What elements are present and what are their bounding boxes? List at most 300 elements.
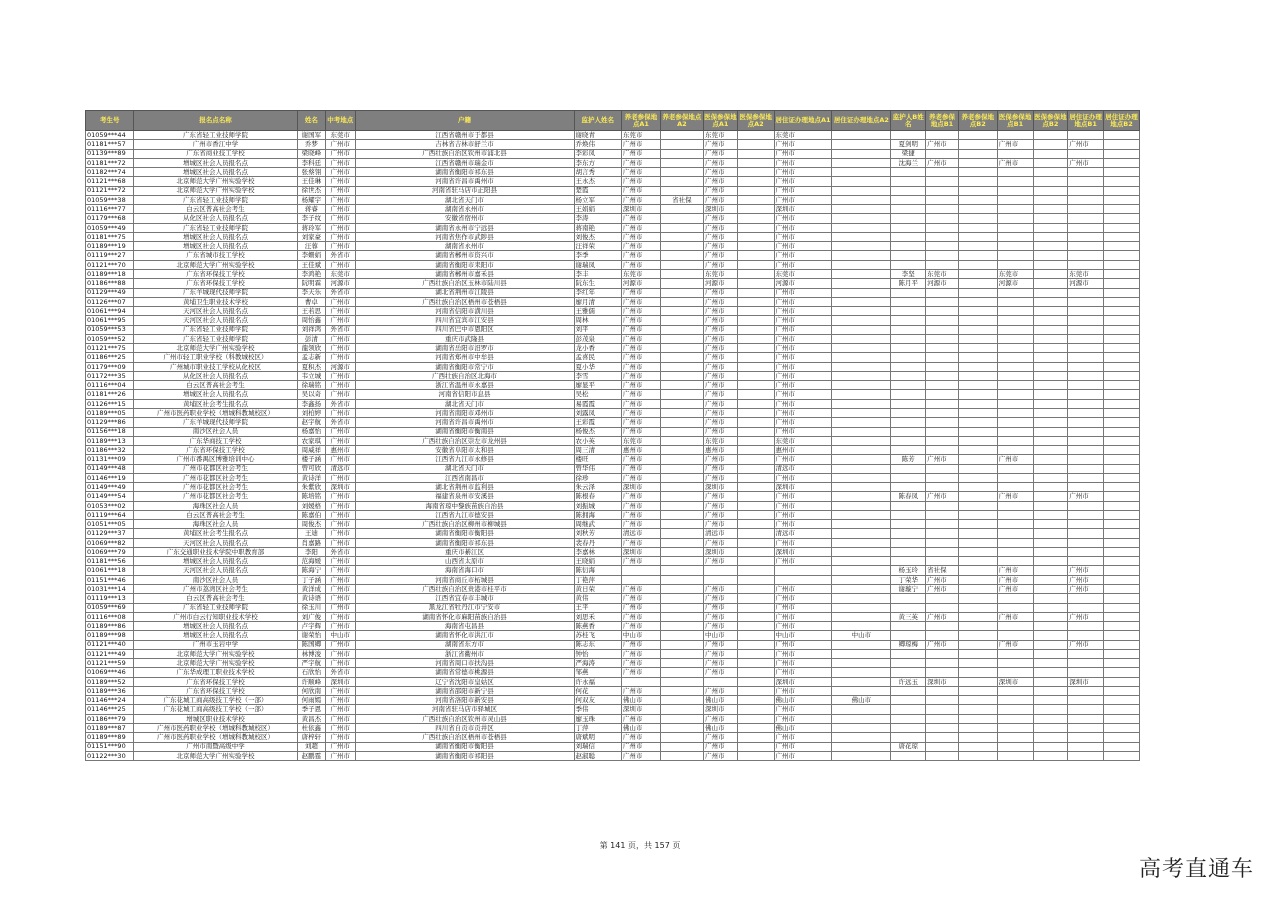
table-cell: [997, 131, 1033, 140]
table-cell: 广州市: [326, 149, 355, 158]
table-cell: [737, 177, 774, 186]
table-row: [86, 575, 1140, 584]
table-cell: [1068, 205, 1104, 214]
table-cell: [1104, 436, 1140, 445]
table-cell: [660, 529, 703, 538]
table-cell: [958, 677, 997, 686]
table-cell: [832, 464, 891, 473]
table-cell: 广州市: [621, 390, 660, 399]
table-cell: [660, 242, 703, 251]
table-header-row: [86, 111, 1140, 131]
table-cell: [1033, 668, 1068, 677]
table-cell: [926, 334, 959, 343]
table-cell: 01121***70: [86, 260, 134, 269]
table-row: [86, 464, 1140, 473]
table-cell: [926, 316, 959, 325]
table-cell: 广州市: [326, 232, 355, 241]
table-cell: 北京师范大学广州实验学校: [134, 186, 297, 195]
table-cell: 肖嘉路: [297, 538, 325, 547]
table-cell: 山西省太原市: [355, 557, 574, 566]
table-cell: [737, 399, 774, 408]
table-cell: 广西壮族自治区玉林市陆川县: [355, 279, 574, 288]
table-cell: [891, 362, 926, 371]
table-cell: [926, 353, 959, 362]
table-cell: 01181***72: [86, 158, 134, 167]
table-cell: 01059***44: [86, 131, 134, 140]
table-cell: [926, 594, 959, 603]
table-cell: 广州市: [704, 733, 738, 742]
table-row: [86, 724, 1140, 733]
table-cell: [958, 686, 997, 695]
table-cell: 广州市: [704, 585, 738, 594]
table-cell: 湖北省荆州市江陵县: [355, 288, 574, 297]
table-cell: [660, 149, 703, 158]
table-cell: [832, 158, 891, 167]
table-cell: [997, 705, 1033, 714]
table-cell: 广州市: [621, 371, 660, 380]
table-cell: 杨俊杰: [574, 427, 621, 436]
table-cell: 广州市: [621, 501, 660, 510]
table-cell: 01149***49: [86, 483, 134, 492]
table-cell: 广州市: [326, 751, 355, 760]
table-cell: 湖南省衡阳市衡阳县: [355, 529, 574, 538]
table-cell: 广州市: [704, 371, 738, 380]
table-cell: 东莞市: [1068, 269, 1104, 278]
table-cell: [1104, 659, 1140, 668]
table-cell: 广州市香江中学: [134, 140, 297, 149]
table-cell: 中山市: [704, 631, 738, 640]
table-cell: [997, 473, 1033, 482]
table-cell: [832, 297, 891, 306]
table-cell: 易霞霞: [574, 399, 621, 408]
table-cell: 周怡鑫: [297, 316, 325, 325]
table-cell: 辽宁省沈阳市皇姑区: [355, 677, 574, 686]
table-cell: [737, 131, 774, 140]
table-cell: 广东省商业技工学校: [134, 149, 297, 158]
table-cell: 广州市: [926, 640, 959, 649]
table-cell: 广州市: [774, 585, 832, 594]
table-cell: [660, 205, 703, 214]
table-cell: 湖南省东方市: [355, 640, 574, 649]
table-cell: 白云区普高社会考生: [134, 594, 297, 603]
table-cell: [1104, 177, 1140, 186]
table-cell: 王晓娟: [574, 557, 621, 566]
table-cell: 01156***18: [86, 427, 134, 436]
table-cell: 广州市花都区社会考生: [134, 492, 297, 501]
table-cell: 孟志新: [297, 353, 325, 362]
table-cell: [1104, 390, 1140, 399]
table-cell: [1104, 279, 1140, 288]
table-cell: 广州市: [326, 724, 355, 733]
table-cell: 唐斌明: [574, 733, 621, 742]
table-cell: [1104, 149, 1140, 158]
table-cell: 01031***14: [86, 585, 134, 594]
table-cell: 广州市: [326, 696, 355, 705]
table-cell: [891, 436, 926, 445]
table-cell: [1068, 446, 1104, 455]
table-cell: [958, 214, 997, 223]
table-cell: 广州市医药职业学校（增城科教城校区）: [134, 724, 297, 733]
table-cell: 外省市: [326, 547, 355, 556]
table-cell: [926, 529, 959, 538]
table-cell: [660, 705, 703, 714]
table-cell: [958, 733, 997, 742]
table-cell: 深圳市: [1068, 677, 1104, 686]
table-cell: 东莞市: [621, 436, 660, 445]
table-cell: [1068, 714, 1104, 723]
table-cell: 王雅儒: [574, 307, 621, 316]
table-cell: [1033, 547, 1068, 556]
table-cell: 广州市: [704, 186, 738, 195]
table-cell: 广西壮族自治区崇左市龙州县: [355, 436, 574, 445]
table-cell: 河南省信阳市潢川县: [355, 307, 574, 316]
table-cell: [1033, 585, 1068, 594]
table-cell: 广州市: [997, 158, 1033, 167]
table-cell: 河南省驻马店市驿城区: [355, 705, 574, 714]
table-cell: [1068, 418, 1104, 427]
table-cell: [891, 260, 926, 269]
table-cell: 广州市: [774, 325, 832, 334]
table-row: [86, 186, 1140, 195]
table-cell: [832, 362, 891, 371]
table-cell: 01069***82: [86, 538, 134, 547]
table-cell: 增城区社会人员报名点: [134, 232, 297, 241]
table-cell: [832, 659, 891, 668]
table-cell: 白云区普高社会考生: [134, 381, 297, 390]
table-cell: [660, 649, 703, 658]
table-cell: 广州市: [704, 742, 738, 751]
table-cell: 广州市: [704, 232, 738, 241]
table-cell: 广州市: [621, 381, 660, 390]
table-cell: [1104, 649, 1140, 658]
table-cell: 唐梓轩: [297, 733, 325, 742]
table-cell: [832, 649, 891, 658]
table-cell: 王迪: [297, 529, 325, 538]
table-cell: 湖南省衡阳市祁阳县: [355, 751, 574, 760]
table-cell: [737, 186, 774, 195]
table-cell: [891, 390, 926, 399]
table-cell: [997, 714, 1033, 723]
table-cell: 01061***94: [86, 307, 134, 316]
table-cell: [891, 131, 926, 140]
table-cell: [926, 547, 959, 556]
table-cell: [737, 547, 774, 556]
table-cell: 广东省轻工业技师学院: [134, 131, 297, 140]
table-cell: 河源市: [326, 362, 355, 371]
table-row: [86, 399, 1140, 408]
table-cell: 广州市: [704, 510, 738, 519]
table-cell: [1033, 733, 1068, 742]
table-cell: [832, 205, 891, 214]
table-cell: 深圳市: [704, 547, 738, 556]
table-cell: [737, 705, 774, 714]
table-cell: 广州市: [704, 492, 738, 501]
table-cell: 广州市: [326, 520, 355, 529]
table-cell: 01139***89: [86, 149, 134, 158]
table-cell: 广州市: [326, 455, 355, 464]
table-cell: 陈春凤: [891, 492, 926, 501]
table-cell: [737, 585, 774, 594]
table-cell: 刘广俊: [297, 612, 325, 621]
table-cell: 广州市: [326, 649, 355, 658]
table-cell: [1068, 529, 1104, 538]
table-cell: 蒋南艳: [574, 223, 621, 232]
table-cell: 蒋睿: [297, 205, 325, 214]
table-cell: [832, 686, 891, 695]
table-cell: 湖南省怀化市洪江市: [355, 631, 574, 640]
table-cell: 广州市: [926, 575, 959, 584]
table-cell: 河源市: [774, 279, 832, 288]
table-cell: [891, 242, 926, 251]
table-cell: 湖南省岳阳市汨罗市: [355, 344, 574, 353]
table-cell: 周三清: [574, 446, 621, 455]
table-row: [86, 427, 1140, 436]
table-cell: [737, 223, 774, 232]
table-cell: 清远市: [774, 464, 832, 473]
table-cell: [891, 557, 926, 566]
table-cell: [832, 316, 891, 325]
table-cell: 广州市: [774, 353, 832, 362]
table-cell: [660, 168, 703, 177]
table-cell: [926, 622, 959, 631]
table-cell: 河南省商丘市柘城县: [355, 575, 574, 584]
table-cell: [926, 186, 959, 195]
table-cell: 丁艳萍: [574, 575, 621, 584]
table-cell: 李涛: [574, 214, 621, 223]
table-cell: [997, 362, 1033, 371]
table-cell: 北京师范大学广州实验学校: [134, 177, 297, 186]
table-cell: 广州市: [326, 612, 355, 621]
table-cell: 刘瑞信: [574, 742, 621, 751]
table-cell: 广东羊城现代技师学院: [134, 418, 297, 427]
table-cell: 刘祥鸿: [297, 325, 325, 334]
table-cell: [832, 288, 891, 297]
table-cell: [621, 575, 660, 584]
table-cell: [1033, 269, 1068, 278]
table-cell: [1068, 131, 1104, 140]
table-cell: 李季: [574, 251, 621, 260]
table-cell: 谢瑞凤: [574, 260, 621, 269]
table-cell: [997, 195, 1033, 204]
table-cell: 广州市: [704, 594, 738, 603]
table-cell: [926, 149, 959, 158]
table-cell: [997, 334, 1033, 343]
table-cell: [737, 659, 774, 668]
table-cell: [1033, 297, 1068, 306]
table-cell: [737, 307, 774, 316]
table-cell: [1068, 371, 1104, 380]
table-cell: 广州市: [774, 214, 832, 223]
table-cell: [997, 205, 1033, 214]
table-cell: [832, 242, 891, 251]
table-cell: 01189***89: [86, 733, 134, 742]
table-cell: [832, 269, 891, 278]
table-cell: [1104, 455, 1140, 464]
table-cell: [737, 742, 774, 751]
table-cell: [997, 649, 1033, 658]
table-row: [86, 483, 1140, 492]
table-cell: [1104, 288, 1140, 297]
table-cell: 01181***57: [86, 140, 134, 149]
table-row: [86, 510, 1140, 519]
enrollment-table: [85, 110, 1140, 761]
column-header: 监护人B姓名: [891, 111, 926, 131]
table-cell: [1068, 547, 1104, 556]
table-cell: [1033, 483, 1068, 492]
table-cell: [997, 371, 1033, 380]
table-cell: [1033, 195, 1068, 204]
table-cell: [958, 232, 997, 241]
table-cell: 谢晓青: [574, 131, 621, 140]
table-cell: 广州市: [326, 195, 355, 204]
table-cell: [958, 538, 997, 547]
table-cell: 01129***86: [86, 418, 134, 427]
table-cell: [997, 418, 1033, 427]
table-cell: 李阳: [297, 547, 325, 556]
column-header: 报名点名称: [134, 111, 297, 131]
table-cell: 广州市: [621, 344, 660, 353]
table-cell: 陈根春: [574, 492, 621, 501]
table-cell: [1068, 686, 1104, 695]
table-cell: 周继武: [574, 520, 621, 529]
table-cell: 苏桂飞: [574, 631, 621, 640]
table-cell: 广州市: [997, 640, 1033, 649]
table-cell: 李子纹: [297, 214, 325, 223]
table-cell: [1033, 399, 1068, 408]
table-cell: [958, 344, 997, 353]
table-cell: 广州市: [774, 557, 832, 566]
table-cell: 01189***98: [86, 631, 134, 640]
table-cell: 彭清: [297, 334, 325, 343]
table-cell: [1104, 696, 1140, 705]
table-cell: 省社保: [926, 566, 959, 575]
table-cell: 广州市: [704, 668, 738, 677]
table-cell: 清远市: [774, 529, 832, 538]
table-cell: [1104, 186, 1140, 195]
table-cell: [660, 501, 703, 510]
table-cell: 佛山市: [704, 724, 738, 733]
table-cell: 广州市: [621, 399, 660, 408]
table-cell: 深圳市: [774, 677, 832, 686]
table-cell: 佛山市: [832, 696, 891, 705]
table-cell: 广州市: [704, 223, 738, 232]
table-cell: 北京师范大学广州实验学校: [134, 751, 297, 760]
table-cell: 吴以奇: [297, 390, 325, 399]
table-cell: 海珠区社会人员: [134, 501, 297, 510]
table-cell: 广州市: [704, 640, 738, 649]
table-cell: 广州市: [326, 353, 355, 362]
table-cell: 重庆市武隆县: [355, 334, 574, 343]
table-cell: 广州市: [997, 455, 1033, 464]
table-cell: 韦立城: [297, 371, 325, 380]
table-cell: [958, 334, 997, 343]
table-cell: [737, 149, 774, 158]
table-cell: [891, 668, 926, 677]
table-row: [86, 696, 1140, 705]
table-cell: 东莞市: [326, 131, 355, 140]
table-cell: 乔梦: [297, 140, 325, 149]
table-cell: [958, 742, 997, 751]
table-cell: [1033, 714, 1068, 723]
table-cell: 湖南省邵阳市新宁县: [355, 686, 574, 695]
table-cell: [891, 214, 926, 223]
table-cell: [832, 612, 891, 621]
table-cell: 广州市: [704, 381, 738, 390]
table-cell: 01189***86: [86, 622, 134, 631]
table-cell: [926, 659, 959, 668]
table-cell: [832, 622, 891, 631]
table-cell: 海南省屯昌县: [355, 622, 574, 631]
table-cell: 佛山市: [621, 696, 660, 705]
table-cell: 01116***08: [86, 612, 134, 621]
table-cell: [737, 362, 774, 371]
table-cell: 河源市: [926, 279, 959, 288]
table-cell: [891, 168, 926, 177]
table-cell: [1068, 464, 1104, 473]
table-row: [86, 501, 1140, 510]
table-cell: 佛山市: [621, 724, 660, 733]
table-cell: [958, 297, 997, 306]
table-cell: 广州市: [926, 140, 959, 149]
table-cell: 外省市: [326, 325, 355, 334]
table-cell: 广州市: [774, 492, 832, 501]
table-cell: 王佳琳: [297, 177, 325, 186]
table-cell: [660, 612, 703, 621]
table-cell: [958, 483, 997, 492]
table-cell: [926, 427, 959, 436]
table-cell: 广州城市职业技工学校从化校区: [134, 362, 297, 371]
table-row: [86, 492, 1140, 501]
table-row: [86, 594, 1140, 603]
table-cell: 广东省环保技工学校: [134, 446, 297, 455]
table-cell: [1104, 640, 1140, 649]
table-cell: [660, 742, 703, 751]
table-cell: [1033, 214, 1068, 223]
table-cell: 广州市: [326, 557, 355, 566]
table-cell: 李丰: [574, 269, 621, 278]
table-cell: 陈国卿: [297, 640, 325, 649]
table-cell: [660, 631, 703, 640]
table-cell: 广州市: [704, 427, 738, 436]
table-cell: [1033, 436, 1068, 445]
table-cell: 福建省泉州市安溪县: [355, 492, 574, 501]
table-cell: 黄洋成: [297, 585, 325, 594]
table-cell: 河南省驻马店市正阳县: [355, 186, 574, 195]
table-cell: [660, 177, 703, 186]
table-cell: 广州市: [997, 575, 1033, 584]
table-cell: 深圳市: [621, 547, 660, 556]
table-cell: 增城区社会人员报名点: [134, 168, 297, 177]
table-cell: [1104, 205, 1140, 214]
table-cell: [926, 418, 959, 427]
table-cell: 广州市: [621, 742, 660, 751]
table-cell: [737, 473, 774, 482]
table-cell: [1104, 603, 1140, 612]
table-cell: [1068, 195, 1104, 204]
table-cell: 01189***36: [86, 686, 134, 695]
table-cell: 彭茂泉: [574, 334, 621, 343]
table-cell: [737, 529, 774, 538]
table-cell: 广州市: [704, 334, 738, 343]
table-cell: 江西省赣州市瑞金市: [355, 158, 574, 167]
table-cell: 广州市: [704, 714, 738, 723]
table-cell: 钟怡: [574, 649, 621, 658]
table-cell: 广州市: [774, 640, 832, 649]
column-header: 姓名: [297, 111, 325, 131]
table-cell: [926, 325, 959, 334]
table-cell: [737, 158, 774, 167]
table-cell: [997, 381, 1033, 390]
